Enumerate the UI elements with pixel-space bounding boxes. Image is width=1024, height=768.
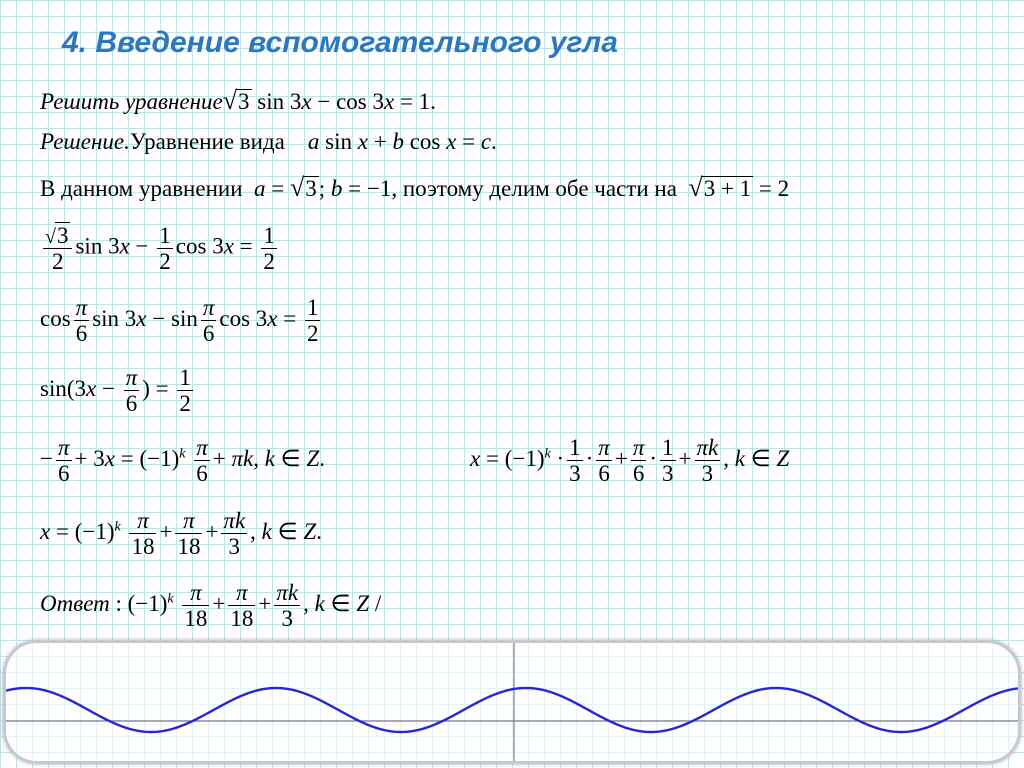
slide-title: 4. Введение вспомогательного угла — [62, 26, 618, 59]
step-sine-diff: sin(3x − $\frac{\pi}{6}$ ) = $\frac{1}{2}$ — [40, 365, 191, 417]
step-trig-form: cos $\frac{\pi}{6}$ sin 3x − sin $\frac{\pi}{6}$ cos 3x = $\frac{1}{2}$ — [40, 295, 319, 347]
given-prefix: В данном уравнении — [40, 176, 243, 201]
step-solve-x: $x = (-1)^k$ · $\frac{1}{3}$ · $\frac{\pi}{6}$ + $\frac{\pi}{6}$ · $\frac{1}{3}$ + $\frac{\pi k}{3}$ , k ∈ Z — [470, 435, 790, 487]
step-general-solution: − $\frac{\pi}{6}$ + $3x = (-1)^k$ $\frac{\pi}{6}$ + πk, k ∈ Z. — [40, 435, 326, 487]
problem-line: Решить уравнение√3 sin 3x − cos 3x = 1. — [40, 86, 436, 115]
solution-line — [40, 130, 497, 153]
answer-label: Ответ — [40, 591, 110, 617]
sine-graph — [6, 643, 1018, 761]
step-divided: $\frac{√3}{2}$ sin 3x − $\frac{1}{2}$ cos 3x = $\frac{1}{2}$ — [45, 222, 275, 275]
sine-wave — [6, 688, 1018, 732]
step-result: $x = (-1)^k$ $\frac{\pi}{18}$ + $\frac{\pi}{18}$ + $\frac{\pi k}{3}$ , k ∈ Z. — [40, 508, 322, 560]
solution-text: Уравнение вида — [129, 129, 285, 154]
sine-graph-panel — [3, 640, 1021, 764]
given-line: В данном уравнении a = √3; b = −1, поэтому делим обе части на √3 + 1 = 2 — [40, 173, 790, 202]
solution-label: Решение. — [40, 129, 130, 154]
problem-label: Решить уравнение — [40, 89, 223, 114]
given-suffix: поэтому делим обе части на — [402, 176, 677, 201]
solution-form: a sin x + b cos x = c. — [307, 129, 497, 154]
problem-equation: sin 3x − cos 3x = 1. — [257, 89, 436, 114]
answer-line: Ответ : $(-1)^k$ $\frac{\pi}{18}$ + $\frac{\pi}{18}$ + $\frac{\pi k}{3}$ , k ∈ Z / — [40, 580, 382, 632]
